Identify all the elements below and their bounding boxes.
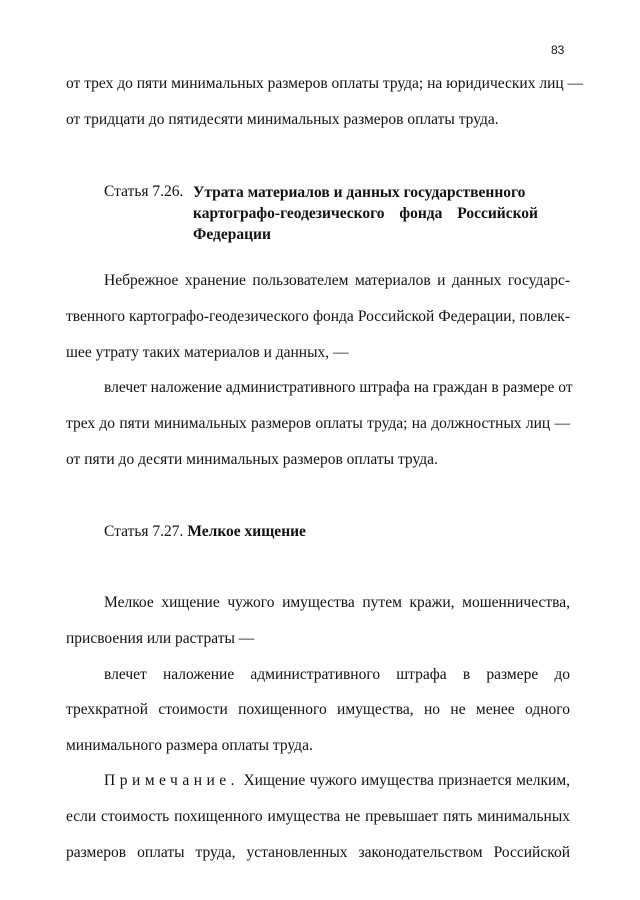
note-text-line: если стоимость похищенного имущества не превышает пять минимальных (66, 808, 570, 825)
page-number: 83 (551, 43, 565, 57)
article-7-27-text-line: Мелкое хищение чужого имущества путем кражи, мошенничества, (104, 594, 570, 611)
article-7-26-text-line: Небрежное хранение пользователем материалов и данных государс- (104, 272, 570, 289)
article-7-26-number: Статья 7.26. (104, 183, 184, 200)
article-7-27-text-line: минимального размера оплаты труда. (66, 737, 313, 754)
article-7-26-text-line: шее утрату таких материалов и данных, — (66, 344, 349, 361)
article-7-26-text-line: твенного картографо-геодезического фонда Российской Федерации, повлек- (66, 308, 570, 325)
note-text-line: размеров оплаты труда, установленных законодательством Российской (66, 844, 570, 861)
article-7-27-number: Статья 7.27. (104, 523, 184, 540)
article-7-26-text-line: трех до пяти минимальных размеров оплаты труда; на должностных лиц — (66, 415, 570, 432)
article-7-26-text-line: от пяти до десяти минимальных размеров оплаты труда. (66, 451, 438, 468)
article-7-26-title-line: Федерации (193, 226, 271, 243)
article-7-26-text-line: влечет наложение административного штрафа на граждан в размере от (104, 379, 573, 396)
text-line: от тридцати до пятидесяти минимальных размеров оплаты труда. (66, 111, 499, 128)
article-7-26-title-line: картографо-геодезического фонда Российской (193, 205, 538, 222)
note-text: Хищение чужого имущества признается мелким, (243, 772, 571, 789)
note-first-line (104, 771, 570, 791)
article-7-26-title-line: Утрата материалов и данных государственного (193, 184, 526, 201)
note-label: Примечание. (104, 772, 240, 789)
article-7-27-text-line: присвоения или растраты — (66, 630, 255, 647)
article-7-27-text-line: трехкратной стоимости похищенного имущества, но не менее одного (66, 701, 570, 718)
text-line: от трех до пяти минимальных размеров оплаты труда; на юридических лиц — (66, 75, 584, 92)
article-7-27-title: Мелкое хищение (187, 523, 306, 540)
article-7-27-heading (104, 522, 306, 542)
article-7-27-text-line: влечет наложение административного штрафа в размере до (104, 666, 570, 683)
